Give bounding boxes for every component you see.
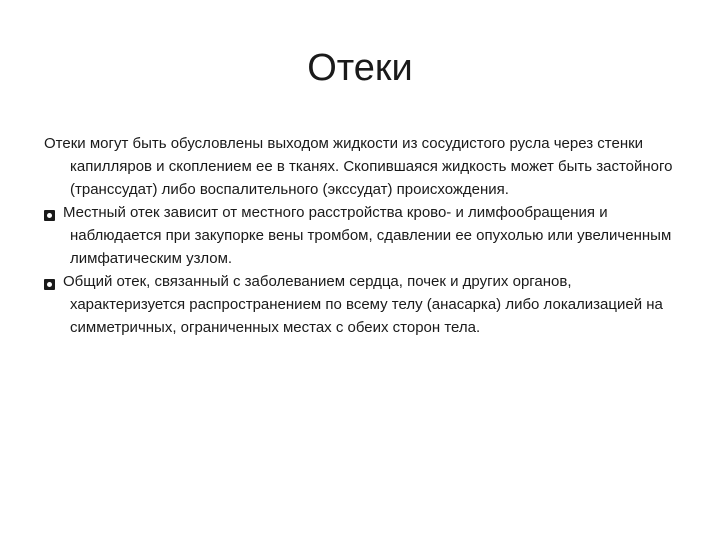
bullet-item-local-edema xyxy=(44,201,684,270)
slide-title: Отеки xyxy=(307,47,413,89)
paragraph-text: Отеки могут быть обусловлены выходом жидкости из сосудистого русла через стенки капилляров и скоплением ее в тканях. Скопившаяся жидкость может быть застойного (транссудат) либо воспалительного (экссудат) происхождения. xyxy=(44,135,673,198)
checkbox-q-icon xyxy=(44,270,63,293)
bullet-text: Местный отек зависит от местного расстройства крово- и лимфообращения и наблюдается при закупорке вены тромбом, сдавлении ее опухолью или увеличенным лимфатическим узлом. xyxy=(63,204,672,267)
checkbox-q-icon xyxy=(44,201,63,224)
bullet-text: Общий отек, связанный с заболеванием сердца, почек и других органов, характеризуется распространением по всему телу (анасарка) либо локализацией на симметричных, ограниченных местах с обеих сторон тела. xyxy=(63,273,663,336)
bullet-item-general-edema xyxy=(44,270,684,339)
paragraph-intro xyxy=(44,132,684,201)
slide-body xyxy=(44,132,684,339)
